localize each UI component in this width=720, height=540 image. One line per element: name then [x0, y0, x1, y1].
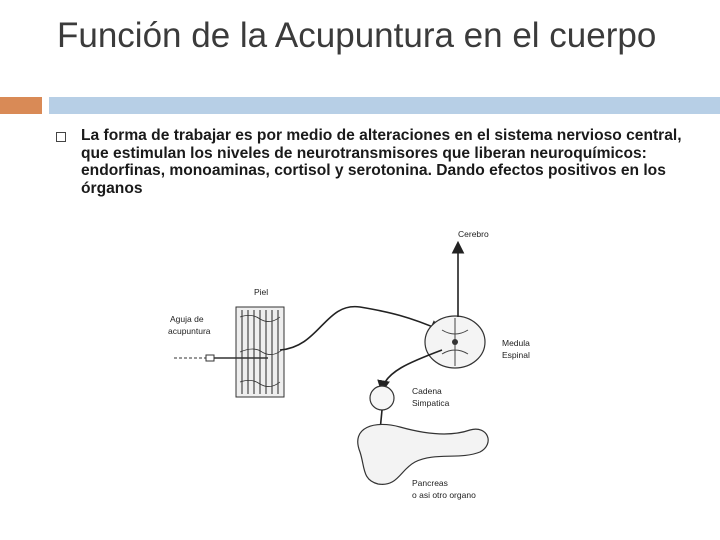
label-pancreas-line1: Pancreas [412, 478, 448, 488]
pancreas-icon [358, 424, 488, 484]
label-aguja-line1: Aguja de [170, 314, 204, 324]
skin-layer [236, 307, 284, 397]
label-cadena-line1: Cadena [412, 386, 442, 396]
label-aguja-line2: acupuntura [168, 326, 211, 336]
slide-title: Función de la Acupuntura en el cuerpo [57, 16, 657, 55]
label-medula-line2: Espinal [502, 350, 530, 360]
bullet-square-icon [56, 132, 66, 142]
label-piel: Piel [254, 287, 269, 297]
label-pancreas-line2: o asi otro organo [412, 490, 476, 500]
bullet-text: La forma de trabajar es por medio de alteraciones en el sistema nervioso central, que estimulan los niveles de neurotransmisores que liberan neuroquímicos: endorfinas, monoaminas, cortisol y serotonina. Dando efectos positivos en los órganos [81, 127, 682, 197]
label-cerebro: Cerebro [458, 229, 489, 239]
acupuncture-nerve-diagram [150, 222, 550, 510]
label-cadena-line2: Simpatica [412, 398, 450, 408]
title-accent-bar-orange [0, 97, 42, 114]
title-accent-bar-blue [49, 97, 720, 114]
label-medula-line1: Medula [502, 338, 530, 348]
sympathetic-ganglion-icon [370, 386, 394, 410]
afferent-nerve-path [280, 307, 440, 350]
spinal-cord-icon [425, 316, 485, 368]
